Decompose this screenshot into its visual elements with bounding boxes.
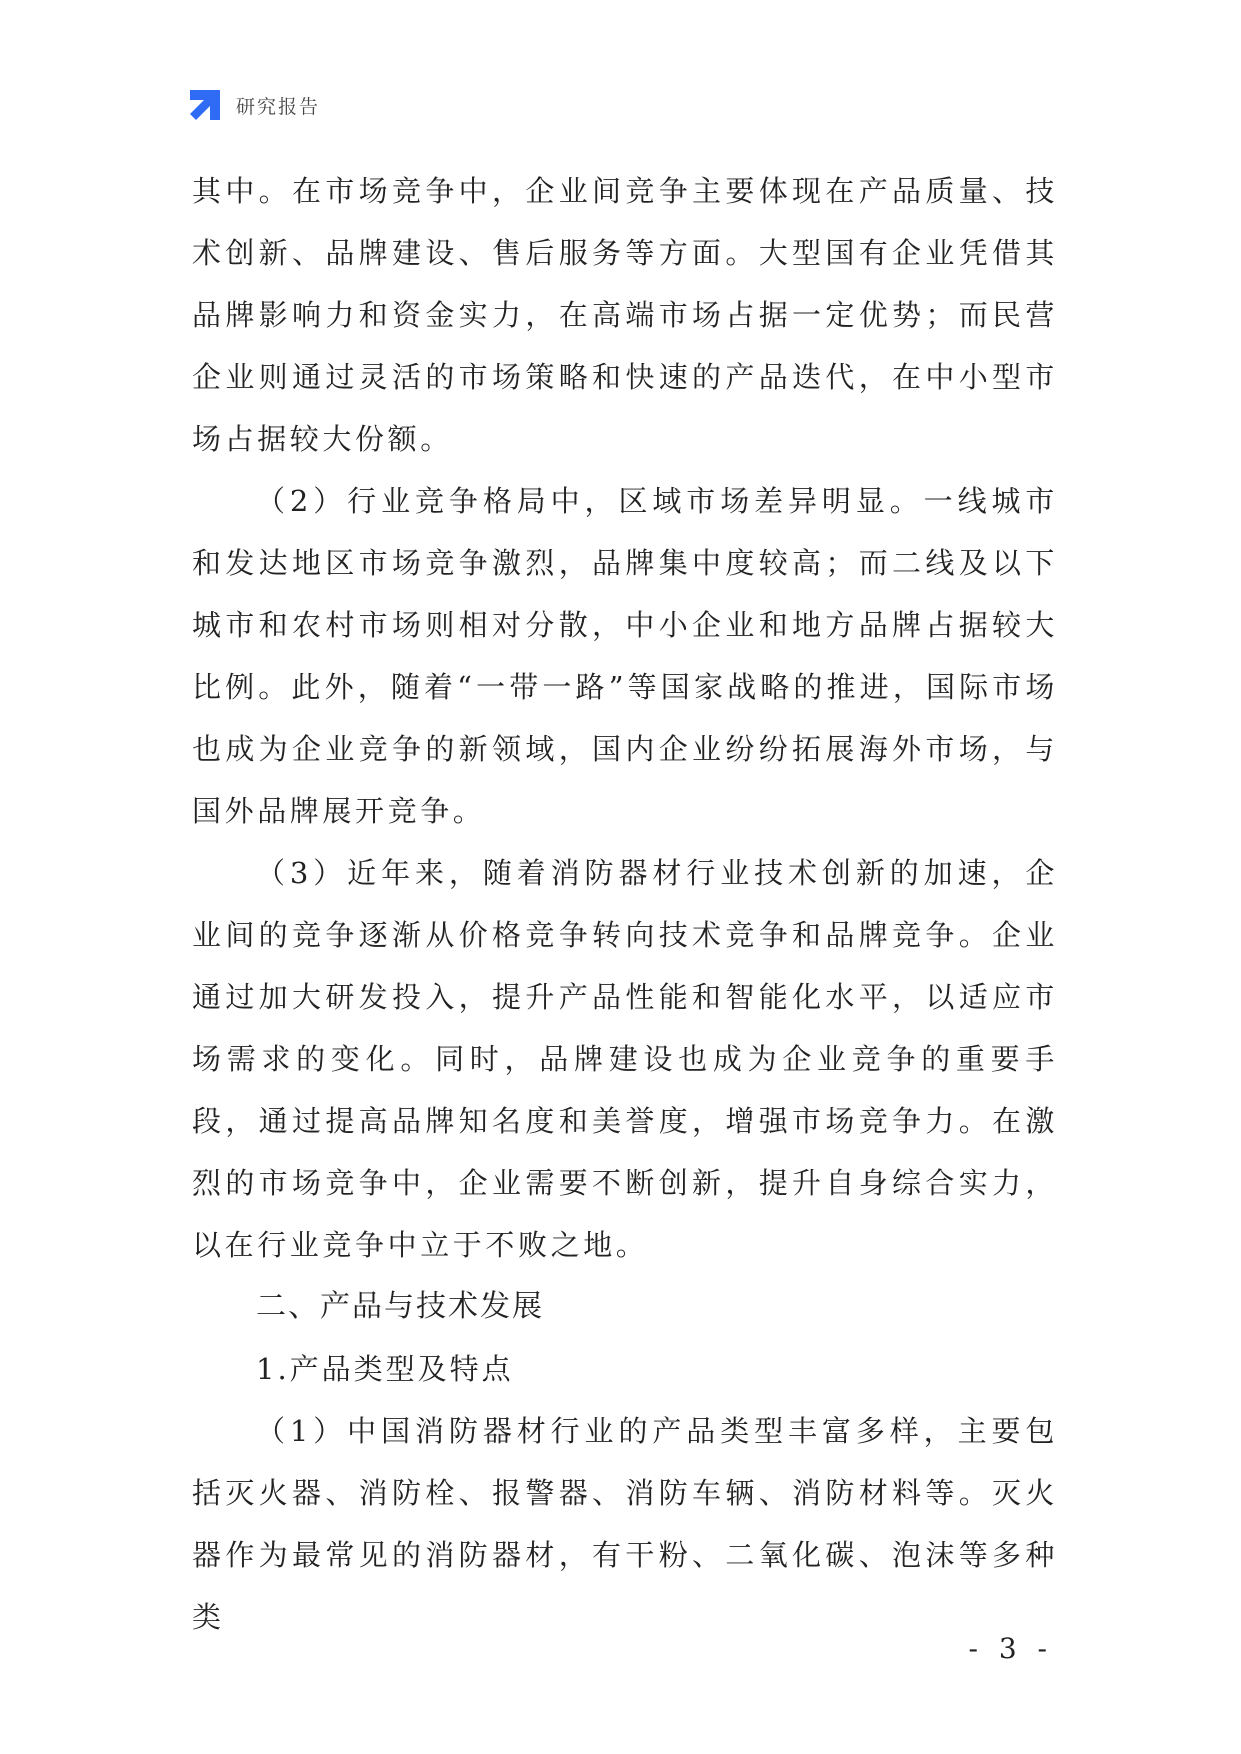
- document-body: [192, 160, 1058, 1648]
- report-header: [188, 88, 320, 122]
- section-heading: 二、产品与技术发展: [256, 1289, 544, 1324]
- paragraph-3: （3）近年来，随着消防器材行业技术创新的加速，企业间的竞争逐渐从价格竞争转向技术竞争和品牌竞争。企业通过加大研发投入，提升产品性能和智能化水平，以适应市场需求的变化。同时，品牌建设也成为企业竞争的重要手段，通过提高品牌知名度和美誉度，增强市场竞争力。在激烈的市场竞争中，企业需要不断创新，提升自身综合实力，以在行业竞争中立于不败之地。: [192, 856, 1058, 1262]
- paragraph-continuation: 其中。在市场竞争中，企业间竞争主要体现在产品质量、技术创新、品牌建设、售后服务等方面。大型国有企业凭借其品牌影响力和资金实力，在高端市场占据一定优势；而民营企业则通过灵活的市场策略和快速的产品迭代，在中小型市场占据较大份额。: [192, 174, 1058, 456]
- header-title: 研究报告: [236, 95, 321, 118]
- paragraph-2: （2）行业竞争格局中，区域市场差异明显。一线城市和发达地区市场竞争激烈，品牌集中度较高；而二线及以下城市和农村市场则相对分散，中小企业和地方品牌占据较大比例。此外，随着“一带一路”等国家战略的推进，国际市场也成为企业竞争的新领域，国内企业纷纷拓展海外市场，与国外品牌展开竞争。: [192, 484, 1058, 828]
- sub-heading: 1.产品类型及特点: [256, 1352, 514, 1386]
- paragraph-product-types: （1）中国消防器材行业的产品类型丰富多样，主要包括灭火器、消防栓、报警器、消防车辆、消防材料等。灭火器作为最常见的消防器材，有干粉、二氧化碳、泡沫等多种类: [192, 1414, 1058, 1634]
- arrow-logo-icon: [188, 88, 222, 122]
- page-number: - 3 -: [968, 1632, 1053, 1665]
